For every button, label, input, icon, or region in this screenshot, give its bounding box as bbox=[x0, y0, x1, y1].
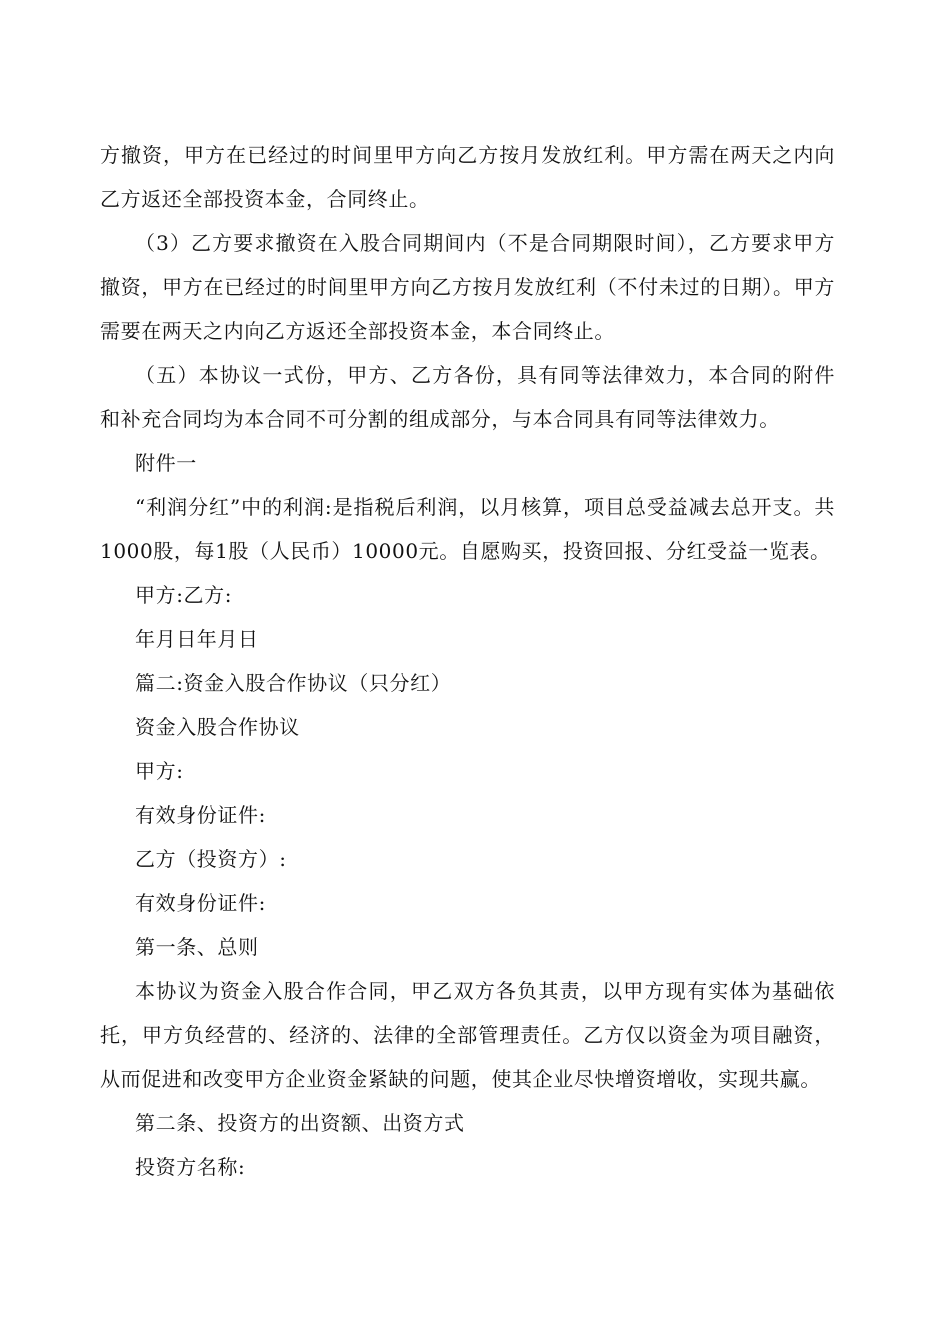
paragraph-clause-5: （五）本协议一式份，甲方、乙方各份，具有同等法律效力，本合同的附件和补充合同均为本合同不可分割的组成部分，与本合同具有同等法律效力。 bbox=[100, 363, 835, 431]
paragraph-profit-definition: “利润分红”中的利润:是指税后利润，以月核算，项目总受益减去总开支。共1000股，每1股（人民币）10000元。自愿购买，投资回报、分红受益一览表。 bbox=[100, 495, 835, 563]
paragraph-signature-parties: 甲方:乙方: bbox=[135, 583, 233, 607]
paragraph-article-one-heading: 第一条、总则 bbox=[135, 935, 259, 959]
paragraph-party-a-id: 有效身份证件: bbox=[135, 803, 266, 827]
paragraph-investor-name: 投资方名称: bbox=[135, 1155, 246, 1179]
paragraph-party-b: 乙方（投资方）: bbox=[135, 847, 287, 871]
paragraph-appendix-title: 附件一 bbox=[135, 451, 197, 475]
paragraph-clause-3: （3）乙方要求撤资在入股合同期间内（不是合同期限时间），乙方要求甲方撤资，甲方在已经过的时间里甲方向乙方按月发放红利（不付未过的日期）。甲方需要在两天之内向乙方返还全部投资本金，本合同终止。 bbox=[100, 231, 835, 343]
paragraph-withdrawal-continued: 方撤资，甲方在已经过的时间里甲方向乙方按月发放红利。甲方需在两天之内向乙方返还全部投资本金，合同终止。 bbox=[100, 143, 835, 211]
paragraph-agreement-title: 资金入股合作协议 bbox=[135, 715, 300, 739]
paragraph-article-one-body: 本协议为资金入股合作合同，甲乙双方各负其责，以甲方现有实体为基础依托，甲方负经营的、经济的、法律的全部管理责任。乙方仅以资金为项目融资，从而促进和改变甲方企业资金紧缺的问题，使其企业尽快增资增收，实现共赢。 bbox=[100, 979, 835, 1091]
paragraph-section-two-title: 篇二:资金入股合作协议（只分红） bbox=[135, 671, 452, 695]
paragraph-party-a: 甲方: bbox=[135, 759, 184, 783]
paragraph-article-two-heading: 第二条、投资方的出资额、出资方式 bbox=[135, 1111, 465, 1135]
paragraph-party-b-id: 有效身份证件: bbox=[135, 891, 266, 915]
paragraph-signature-dates: 年月日年月日 bbox=[135, 627, 259, 651]
